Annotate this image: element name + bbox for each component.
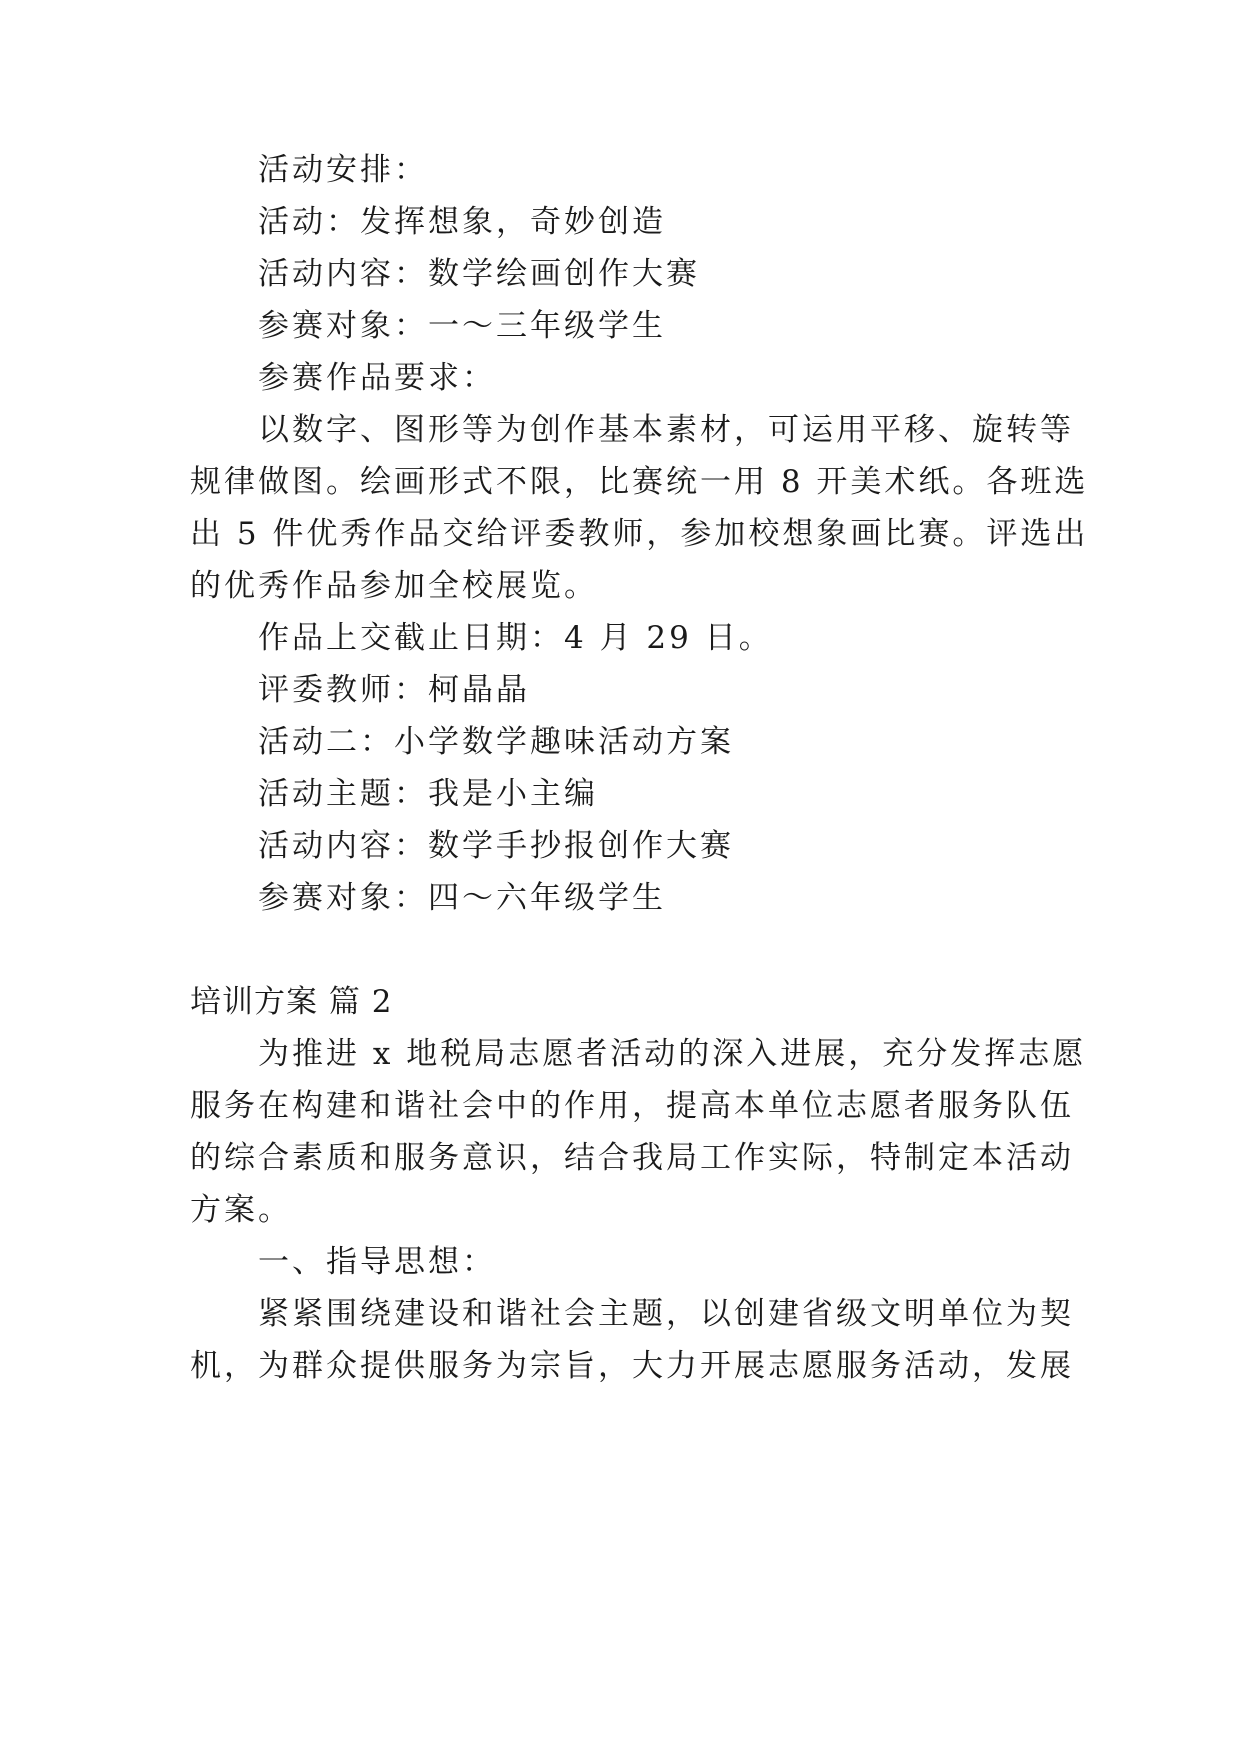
guideline-paragraph-line: 紧紧围绕建设和谐社会主题，以创建省级文明单位为契 [258,1296,1074,1332]
requirements-paragraph-line: 出 5 件优秀作品交给评委教师，参加校想象画比赛。评选出 [190,516,1089,552]
requirements-heading: 参赛作品要求： [258,360,496,396]
guideline-paragraph-line: 机，为群众提供服务为宗旨，大力开展志愿服务活动，发展 [190,1348,1074,1384]
intro-paragraph-line: 服务在构建和谐社会中的作用，提高本单位志愿者服务队伍 [190,1088,1074,1124]
activity-two-theme: 活动主题：我是小主编 [258,776,598,812]
activity-one-title: 活动：发挥想象，奇妙创造 [258,204,666,240]
requirements-paragraph-line: 规律做图。绘画形式不限，比赛统一用 8 开美术纸。各班选 [190,464,1089,500]
intro-paragraph-line: 为推进 x 地税局志愿者活动的深入进展，充分发挥志愿 [258,1036,1087,1072]
section-title: 培训方案 篇 2 [190,984,393,1020]
requirements-paragraph-line: 以数字、图形等为创作基本素材，可运用平移、旋转等 [258,412,1074,448]
judge-teacher: 评委教师：柯晶晶 [258,672,530,708]
intro-paragraph-line: 的综合素质和服务意识，结合我局工作实际，特制定本活动 [190,1140,1074,1176]
activity-two-participants: 参赛对象：四～六年级学生 [258,880,666,916]
activity-one-participants: 参赛对象：一～三年级学生 [258,308,666,344]
activity-two-title: 活动二：小学数学趣味活动方案 [258,724,734,760]
guideline-heading: 一、指导思想： [258,1244,496,1280]
activity-one-content: 活动内容：数学绘画创作大赛 [258,256,700,292]
activity-two-content: 活动内容：数学手抄报创作大赛 [258,828,734,864]
requirements-paragraph-line: 的优秀作品参加全校展览。 [190,568,598,604]
schedule-heading: 活动安排： [258,152,428,188]
intro-paragraph-line: 方案。 [190,1192,292,1228]
submission-deadline: 作品上交截止日期：4 月 29 日。 [258,620,773,656]
